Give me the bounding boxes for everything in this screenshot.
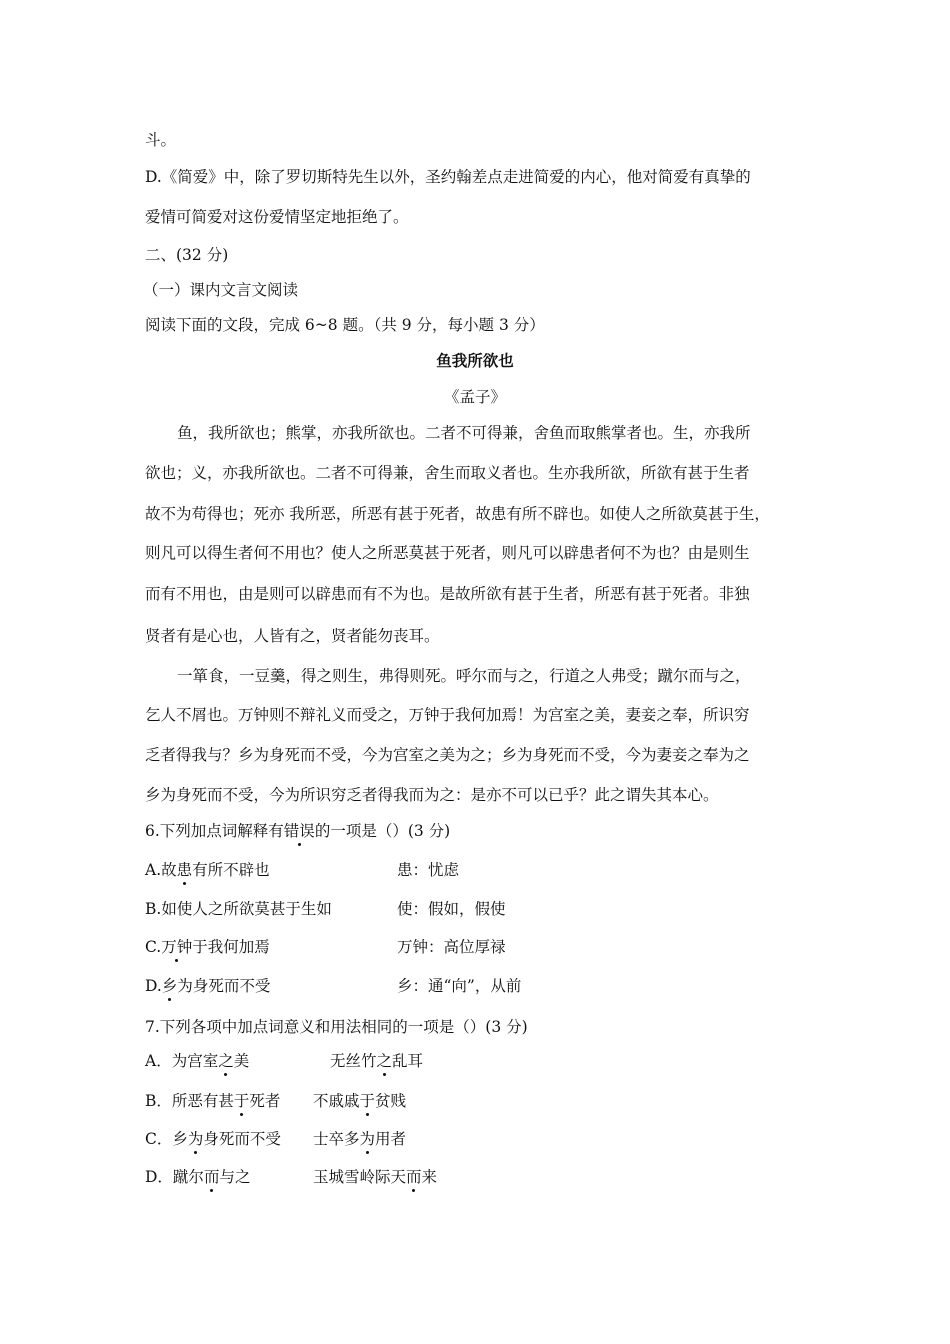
passage-line: 而有不用也，由是则可以辟患而有不为也。是故所欲有甚于生者，所恶有甚于死者。非独	[145, 585, 750, 603]
q7-option-b-compare	[313, 1089, 406, 1111]
option-text: 玉城雪岭际天	[313, 1168, 407, 1186]
dotted-word: 于	[360, 1089, 376, 1111]
dotted-word: 而	[204, 1165, 220, 1187]
subsection-heading: （一）课内文言文阅读	[143, 281, 299, 299]
passage-line: 一箪食，一豆羹，得之则生，弗得则死。呼尔而与之，行道之人弗受；蹴尔而与之，	[177, 667, 751, 685]
passage-author: 《孟子》	[443, 388, 506, 406]
dotted-word: 之	[218, 1049, 234, 1071]
q6-option-a	[145, 858, 270, 880]
option-text: 美	[233, 1052, 250, 1070]
q7-option-a	[145, 1049, 249, 1071]
passage-line: 贤者有是心也，人皆有之，贤者能勿丧耳。	[145, 627, 440, 645]
option-text: B.如	[145, 900, 177, 918]
option-text: A.故	[145, 861, 177, 879]
dotted-word: 万钟	[161, 935, 192, 957]
option-text: 贫贱	[375, 1092, 407, 1110]
passage-line: 鱼，我所欲也；熊掌，亦我所欲也。二者不可得兼，舍鱼而取熊掌者也。生，亦我所	[177, 424, 751, 442]
text-line: 斗。	[145, 131, 177, 149]
option-text: D.	[145, 977, 162, 995]
option-text: 为身死而不受	[177, 977, 271, 995]
q7-option-c	[145, 1127, 281, 1149]
dotted-word: 乡	[162, 974, 178, 996]
passage-title: 鱼我所欲也	[436, 352, 514, 370]
dotted-word: 为	[188, 1127, 204, 1149]
option-text: 士卒多	[313, 1130, 360, 1148]
q6-option-a-gloss: 患：忧虑	[397, 861, 460, 879]
instructions: 阅读下面的文段，完成 6~8 题。（共 9 分，每小题 3 分）	[145, 316, 545, 334]
passage-line: 故不为苟得也；死亦 我所恶，所恶有甚于死者，故患有所不辟也。如使人之所欲莫甚于生，	[145, 505, 770, 523]
option-text: A．为宫室	[145, 1052, 219, 1070]
option-text: 无丝竹	[330, 1052, 377, 1070]
q7-option-b	[145, 1089, 280, 1111]
passage-line: 乞人不屑也。万钟则不辩礼义而受之，万钟于我何加焉！为宫室之美，妻妾之奉，所识穷	[145, 706, 750, 724]
dotted-word: 而	[406, 1165, 422, 1187]
option-text: B．所恶有甚	[145, 1092, 234, 1110]
q6-option-c-gloss: 万钟：高位厚禄	[397, 938, 506, 956]
option-text: 有所不辟也	[192, 861, 270, 879]
text-line: 爱情可简爱对这份爱情坚定地拒绝了。	[145, 208, 409, 226]
q6-option-c	[145, 935, 270, 957]
dotted-word: 于	[234, 1089, 250, 1111]
question-7-stem: 7.下列各项中加点词意义和用法相同的一项是（）(3 分)	[145, 1018, 528, 1036]
dotted-word: 为	[360, 1127, 376, 1149]
dotted-word: 患	[177, 858, 193, 880]
option-text: 来	[421, 1168, 438, 1186]
q7-option-d-compare	[313, 1165, 437, 1187]
option-text: 不戚戚	[313, 1092, 360, 1110]
q6-option-b	[145, 897, 332, 919]
passage-line: 欲也；义，亦我所欲也。二者不可得兼，舍生而取义者也。生亦我所欲，所欲有甚于生者	[145, 464, 750, 482]
passage-line: 乏者得我与？乡为身死而不受，今为宫室之美为之；乡为身死而不受，今为妻妾之奉为之	[145, 746, 750, 764]
dotted-word: 之	[377, 1049, 393, 1071]
passage-line: 乡为身死而不受，今为所识穷乏者得我而为之：是亦不可以已乎？此之谓失其本心。	[145, 786, 719, 804]
q6-option-d-gloss: 乡：通“向”，从前	[397, 977, 522, 995]
option-text: D．蹴尔	[145, 1168, 204, 1186]
q7-option-a-compare	[330, 1049, 423, 1071]
section-heading: 二、(32 分)	[145, 246, 229, 264]
q7-option-c-compare	[313, 1127, 406, 1149]
q6-option-d	[145, 974, 270, 996]
option-d-previous: D.《简爱》中，除了罗切斯特先生以外，圣约翰差点走进简爱的内心，他对简爱有真挚的	[145, 168, 751, 186]
question-6-stem	[145, 819, 450, 841]
passage-line: 则凡可以得生者何不用也？使人之所恶莫甚于死者，则凡可以辟患者何不为也？由是则生	[145, 544, 750, 562]
q7-option-d	[145, 1165, 250, 1187]
option-word: 使	[176, 900, 193, 918]
option-text: 与之	[219, 1168, 251, 1186]
q6-option-b-gloss: 使：假如，假使	[397, 900, 506, 918]
option-text: 死者	[249, 1092, 281, 1110]
stem-text: 6.下列加点词解释有	[145, 822, 284, 840]
option-text: 用者	[375, 1130, 407, 1148]
option-text: 于我何加焉	[192, 938, 270, 956]
stem-text: 的一项是（）(3 分)	[314, 822, 451, 840]
option-text: 人之所欲莫甚于生如	[192, 900, 332, 918]
option-text: 乱耳	[392, 1052, 424, 1070]
dotted-word: 错误	[284, 819, 315, 841]
option-text: C.	[145, 938, 162, 956]
option-text: 身死而不受	[203, 1130, 281, 1148]
option-text: C．乡	[145, 1130, 188, 1148]
